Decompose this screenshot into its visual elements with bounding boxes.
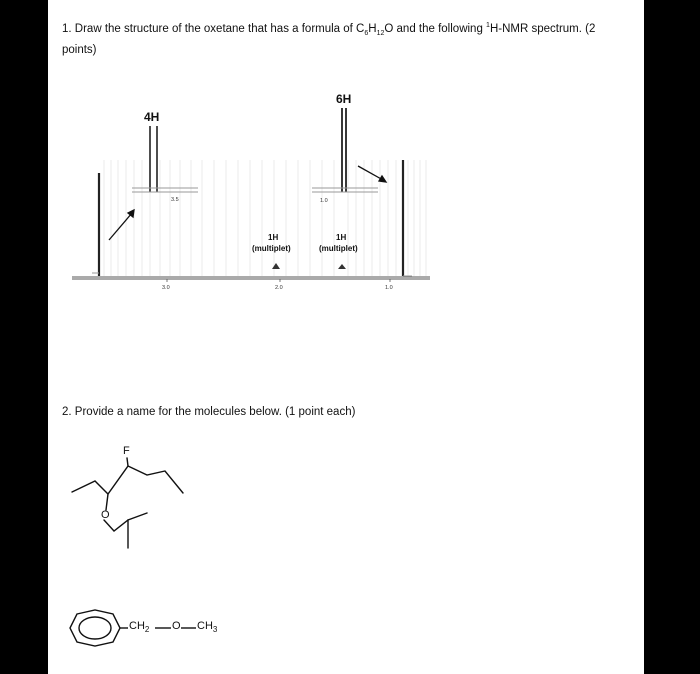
question-2-number: 2.	[62, 406, 72, 418]
question-1-prefix: Draw the structure of the oxetane that has a formula of C	[74, 22, 365, 35]
molecule-1-oxygen: O	[101, 509, 110, 521]
multiplet1-count: 1H	[268, 233, 279, 242]
axis-tick-3: 3.0	[162, 285, 170, 291]
inset-tick-4h: 3.5	[171, 197, 179, 203]
molecule-2-oxygen: O	[172, 620, 181, 632]
molecule-2-ch2: $CH_2$	[129, 620, 150, 635]
peak-6h-label: 6H	[336, 92, 352, 106]
multiplet2-count: 1H	[336, 233, 347, 242]
axis-tick-2: 2.0	[275, 285, 283, 291]
question-1-suffix: H-NMR spectrum. (2 points)	[62, 22, 596, 57]
multiplet1-type: (multiplet)	[252, 244, 291, 253]
benzene-ring	[70, 610, 120, 646]
molecule-1-fluorine: F	[123, 445, 130, 457]
inset-tick-6h: 1.0	[320, 198, 328, 204]
question-2-prompt: Provide a name for the molecules below. (1 point each)	[74, 406, 356, 418]
peak-4h-label: 4H	[144, 110, 160, 124]
axis-tick-1: 1.0	[385, 285, 393, 291]
multiplet2-type: (multiplet)	[319, 244, 358, 253]
molecule-2-ch3: $CH_3$	[197, 620, 218, 635]
question-1-number: 1.	[62, 22, 72, 35]
question-1-text: 1. Draw the structure of the oxetane that has a formula of $C_6H_{12}O$ and the following $^1$H-NMR spectrum. (2 points)	[62, 22, 596, 57]
